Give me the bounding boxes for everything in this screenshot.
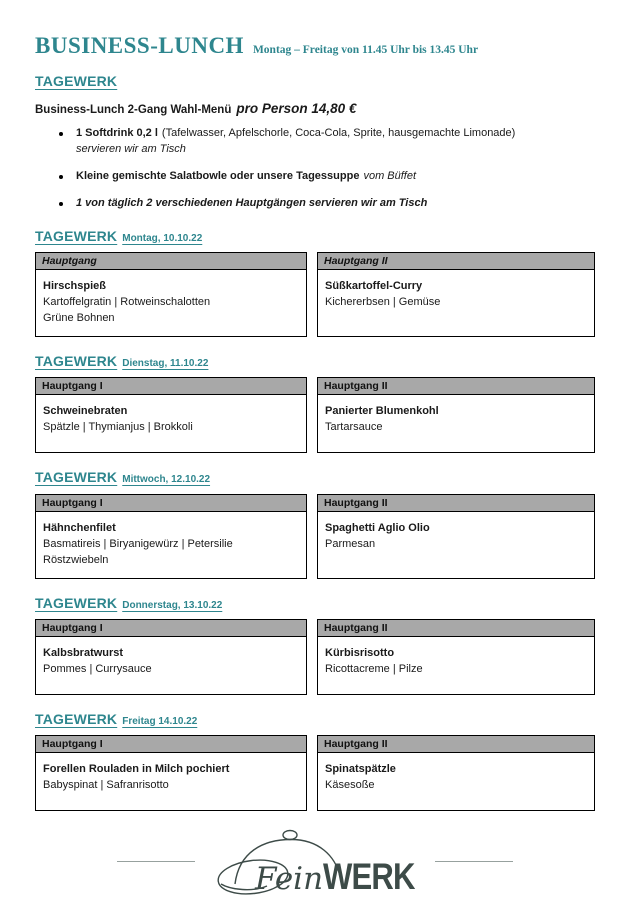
main-course-1-cell	[35, 735, 307, 811]
menu-table	[35, 735, 595, 811]
dish-detail: Ricottacreme | Pilze	[325, 662, 423, 675]
day-heading	[35, 227, 595, 246]
main-course-1-cell	[35, 494, 307, 579]
day-heading	[35, 352, 595, 371]
dish-cell	[318, 637, 594, 694]
dish-detail: Basmatireis | Biryanigewürz | Petersilie	[43, 537, 233, 550]
dish-detail: Spätzle | Thymianjus | Brokkoli	[43, 421, 193, 434]
day-heading-label: TAGEWERK	[35, 594, 118, 611]
bullet-note: vom Büffet	[363, 170, 417, 183]
dish-title: Spaghetti Aglio Olio	[325, 521, 430, 534]
dish-title: Hähnchenfilet	[43, 521, 116, 534]
menu-table	[35, 377, 595, 453]
day-heading-label: TAGEWERK	[35, 353, 118, 370]
dish-cell	[36, 753, 306, 810]
day-heading-date: Dienstag, 11.10.22	[122, 358, 209, 370]
column-header: Hauptgang II	[318, 736, 594, 753]
day-section-friday	[35, 710, 595, 811]
dish-cell	[318, 512, 594, 569]
day-heading	[35, 468, 595, 487]
dish-cell	[36, 637, 306, 694]
dish-title: Schweinebraten	[43, 405, 128, 418]
day-section-monday	[35, 227, 595, 337]
menu-table	[35, 494, 595, 579]
logo-script-text: Fein	[255, 860, 324, 897]
day-heading-date: Donnerstag, 13.10.22	[122, 599, 223, 611]
dish-detail: Grüne Bohnen	[43, 312, 115, 325]
column-header: Hauptgang II	[318, 620, 594, 637]
dish-detail: Kichererbsen | Gemüse	[325, 296, 441, 309]
day-heading-label: TAGEWERK	[35, 710, 118, 727]
dish-cell	[36, 270, 306, 336]
dish-cell	[318, 753, 594, 810]
day-heading	[35, 710, 595, 729]
dish-title: Panierter Blumenkohl	[325, 405, 439, 418]
menu-table	[35, 252, 595, 337]
dish-title: Forellen Rouladen in Milch pochiert	[43, 762, 230, 775]
document-header	[35, 33, 595, 59]
dish-title: Kürbisrisotto	[325, 646, 395, 659]
list-item-salad-soup	[35, 169, 595, 185]
bullet-emphasis: 1 von täglich 2 verschiedenen Hauptgängen servieren wir am Tisch	[76, 197, 428, 209]
dish-title: Hirschspieß	[43, 280, 106, 293]
day-heading-label: TAGEWERK	[35, 469, 118, 486]
dish-cell	[36, 512, 306, 578]
offer-price: pro Person 14,80 €	[236, 101, 357, 117]
offer-line	[35, 101, 595, 116]
day-heading	[35, 594, 595, 613]
column-header: Hauptgang II	[318, 378, 594, 395]
page-title: BUSINESS-LUNCH	[35, 33, 244, 58]
day-section-tuesday	[35, 352, 595, 453]
logo-bold-text: WERK	[323, 856, 415, 898]
page-subtitle: Montag – Freitag von 11.45 Uhr bis 13.45 Uhr	[252, 44, 479, 56]
dish-detail: Kartoffelgratin | Rotweinschalotten	[43, 296, 211, 309]
bullet-lead: Kleine gemischte Salatbowle oder unsere Tagessuppe	[76, 170, 360, 183]
dish-title: Spinatspätzle	[325, 762, 396, 775]
feinwerk-logo	[201, 826, 429, 898]
column-header: Hauptgang I	[36, 620, 306, 637]
day-section-thursday	[35, 594, 595, 695]
main-course-1-cell	[35, 377, 307, 453]
included-items-list	[35, 126, 595, 212]
bullet-lead: 1 Softdrink 0,2 l	[76, 127, 158, 140]
offer-text: Business-Lunch 2-Gang Wahl-Menü	[35, 104, 232, 117]
dish-cell	[318, 395, 594, 452]
main-course-2-cell	[317, 252, 595, 337]
dish-title: Süßkartoffel-Curry	[325, 280, 423, 293]
dish-detail: Parmesan	[325, 537, 376, 550]
footer-logo	[35, 826, 595, 898]
day-heading-date: Mittwoch, 12.10.22	[122, 474, 211, 486]
main-course-1-cell	[35, 252, 307, 337]
menu-table	[35, 619, 595, 695]
logo-divider-left	[117, 861, 195, 862]
main-course-2-cell	[317, 619, 595, 695]
intro-heading-label: TAGEWERK	[35, 73, 118, 89]
column-header: Hauptgang I	[36, 495, 306, 512]
main-course-2-cell	[317, 735, 595, 811]
dish-cell	[36, 395, 306, 452]
main-course-2-cell	[317, 494, 595, 579]
column-header: Hauptgang	[36, 253, 306, 270]
day-heading-date: Freitag 14.10.22	[122, 715, 198, 727]
day-heading-date: Montag, 10.10.22	[122, 232, 203, 244]
column-header: Hauptgang II	[318, 495, 594, 512]
list-item-main-course	[35, 196, 595, 212]
logo-divider-right	[435, 861, 513, 862]
dish-detail: Käsesoße	[325, 778, 375, 791]
main-course-2-cell	[317, 377, 595, 453]
list-item-softdrink	[35, 126, 595, 158]
bullet-note: servieren wir am Tisch	[76, 143, 186, 156]
column-header: Hauptgang I	[36, 378, 306, 395]
dish-cell	[318, 270, 594, 327]
dish-detail: Pommes | Currysauce	[43, 662, 152, 675]
main-course-1-cell	[35, 619, 307, 695]
day-section-wednesday	[35, 468, 595, 578]
column-header: Hauptgang I	[36, 736, 306, 753]
dish-detail: Röstzwiebeln	[43, 553, 109, 566]
day-heading-label: TAGEWERK	[35, 227, 118, 244]
column-header: Hauptgang II	[318, 253, 594, 270]
dish-title: Kalbsbratwurst	[43, 646, 124, 659]
dish-detail: Babyspinat | Safranrisotto	[43, 778, 169, 791]
bullet-text: (Tafelwasser, Apfelschorle, Coca-Cola, Sprite, hausgemachte Limonade)	[161, 127, 516, 140]
intro-heading	[35, 72, 595, 91]
dish-detail: Tartarsauce	[325, 421, 383, 434]
